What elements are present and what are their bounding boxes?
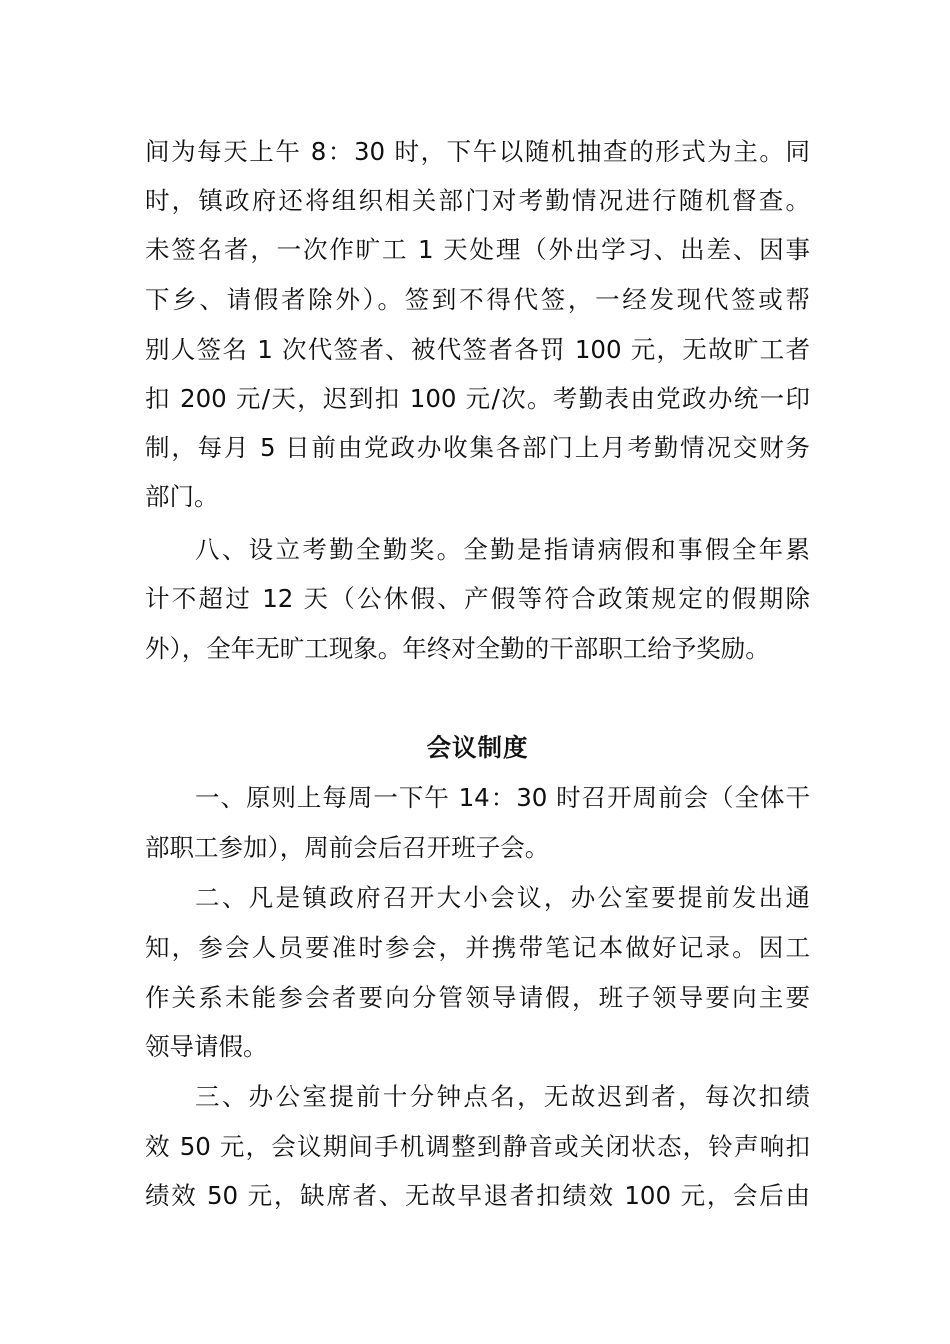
text-line: 绩效 50 元，缺席者、无故早退者扣绩效 100 元，会后由 xyxy=(145,1181,810,1210)
text-line: 下乡、请假者除外）。签到不得代签，一经发现代签或帮 xyxy=(145,285,810,314)
text-line: 时，镇政府还将组织相关部门对考勤情况进行随机督查。 xyxy=(145,186,810,215)
text-line: 别人签名 1 次代签者、被代签者各罚 100 元，无故旷工者 xyxy=(145,335,810,364)
text-line: 扣 200 元/天，迟到扣 100 元/次。考勤表由党政办统一印 xyxy=(145,384,810,413)
paragraph-item-1: 一、原则上每周一下午 14：30 时召开周前会（全体干 xyxy=(195,783,810,812)
text-line: 效 50 元，会议期间手机调整到静音或关闭状态，铃声响扣 xyxy=(145,1132,810,1161)
section-title: 会议制度 xyxy=(426,733,529,762)
text-line: 部门。 xyxy=(145,482,219,511)
text-line: 未签名者，一次作旷工 1 天处理（外出学习、出差、因事 xyxy=(145,235,810,264)
paragraph-item-8: 八、设立考勤全勤奖。全勤是指请病假和事假全年累 xyxy=(195,535,810,564)
text-line: 间为每天上午 8：30 时，下午以随机抽查的形式为主。同 xyxy=(145,137,810,166)
text-line: 部职工参加），周前会后召开班子会。 xyxy=(145,833,550,862)
text-line: 计不超过 12 天（公休假、产假等符合政策规定的假期除 xyxy=(145,584,810,613)
text-line: 制，每月 5 日前由党政办收集各部门上月考勤情况交财务 xyxy=(145,433,810,462)
text-line: 作关系未能参会者要向分管领导请假，班子领导要向主要 xyxy=(145,983,810,1012)
text-line: 知，参会人员要准时参会，并携带笔记本做好记录。因工 xyxy=(145,933,810,962)
paragraph-item-2: 二、凡是镇政府召开大小会议，办公室要提前发出通 xyxy=(195,883,810,912)
paragraph-item-3: 三、办公室提前十分钟点名，无故迟到者，每次扣绩 xyxy=(195,1082,810,1111)
text-line: 外），全年无旷工现象。年终对全勤的干部职工给予奖励。 xyxy=(145,634,770,663)
text-line: 领导请假。 xyxy=(145,1032,268,1061)
